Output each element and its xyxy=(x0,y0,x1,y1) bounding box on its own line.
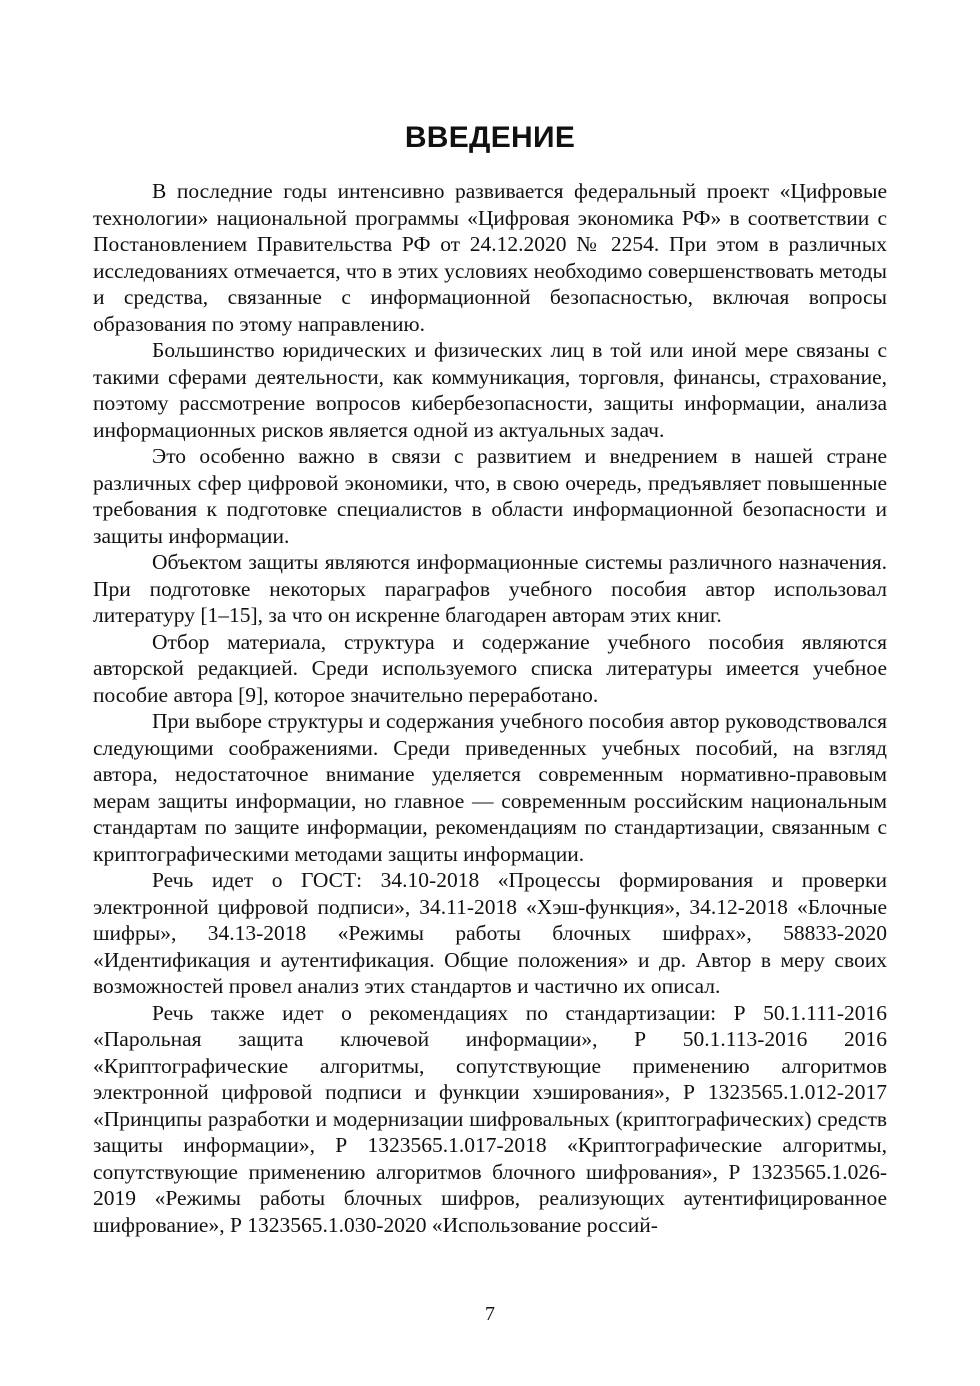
paragraph: В последние годы интенсивно развивается федеральный проект «Цифровые технологии» национальной программы «Цифровая экономика РФ» в соответствии с Постановлением Правительства РФ от 24.12.2020 № 2254. При этом в различных исследованиях отмечается, что в этих условиях необходимо совершенствовать методы и средства, связанные с информационной безопасностью, включая вопросы образования по этому направлению. xyxy=(93,179,887,336)
page-number: 7 xyxy=(485,1303,495,1325)
paragraph: Отбор материала, структура и содержание учебного пособия являются авторской редакцией. Среди используемого списка литературы имеется учебное пособие автора [9], которое значительно переработано. xyxy=(93,629,887,707)
page-title: ВВЕДЕНИЕ xyxy=(404,121,576,154)
paragraph: Речь идет о ГОСТ: 34.10-2018 «Процессы формирования и проверки электронной цифровой подписи», 34.11-2018 «Хэш-функция», 34.12-2018 «Блочные шифры», 34.13-2018 «Режимы работы блочных шифрах», 58833-2020 «Идентификация и аутентификация. Общие положения» и др. Автор в меру своих возможностей провел анализ этих стандартов и частично их описал. xyxy=(93,868,887,998)
paragraph: Это особенно важно в связи с развитием и внедрением в нашей стране различных сфер цифровой экономики, что, в свою очередь, предъявляет повышенные требования к подготовке специалистов в области информационной безопасности и защиты информации. xyxy=(93,444,887,548)
paragraph: Речь также идет о рекомендациях по стандартизации: Р 50.1.111-2016 «Парольная защита ключевой информации», Р 50.1.113-2016 2016 «Криптографические алгоритмы, сопутствующие применению алгоритмов электронной цифровой подписи и функции хэширования», Р 1323565.1.012-2017 «Принципы разработки и модернизации шифровальных (криптографических) средств защиты информации», Р 1323565.1.017-2018 «Криптографические алгоритмы, сопутствующие применению алгоритмов блочного шифрования», Р 1323565.1.026-2019 «Режимы работы блочных шифров, реализующих аутентифицированное шифрование», Р 1323565.1.030-2020 «Использование россий- xyxy=(93,1000,887,1237)
paragraph: При выборе структуры и содержания учебного пособия автор руководствовался следующими соображениями. Среди приведенных учебных пособий, на взгляд автора, недостаточное внимание уделяется современным нормативно-правовым мерам защиты информации, но главное — современным российским национальным стандартам по защите информации, рекомендациям по стандартизации, связанным с криптографическими методами защиты информации. xyxy=(93,709,887,866)
paragraph: Большинство юридических и физических лиц в той или иной мере связаны с такими сферами деятельности, как коммуникация, торговля, финансы, страхование, поэтому рассмотрение вопросов кибербезопасности, защиты информации, анализа информационных рисков является одной из актуальных задач. xyxy=(93,338,887,442)
document-page xyxy=(93,118,887,1238)
paragraph: Объектом защиты являются информационные системы различного назначения. При подготовке некоторых параграфов учебного пособия автор использовал литературу [1–15], за что он искренне благодарен авторам этих книг. xyxy=(93,550,887,627)
